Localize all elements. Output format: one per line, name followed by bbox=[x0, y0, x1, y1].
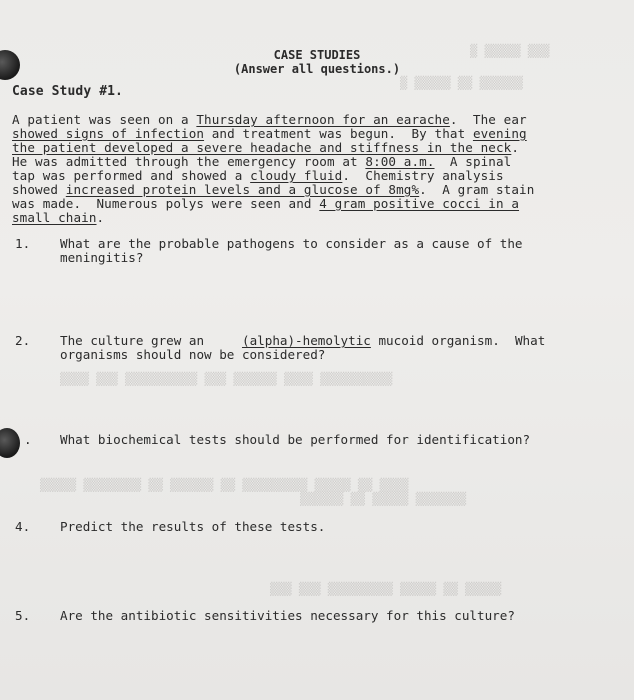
case-paragraph-line: showed signs of infection and treatment was begun. By that evening bbox=[12, 126, 527, 141]
bleed-through-text: ▒▒▒▒▒▒ ▒▒ ▒▒▒▒▒ ▒ bbox=[400, 76, 523, 90]
question-text: Are the antibiotic sensitivities necessary for this culture? bbox=[60, 608, 515, 623]
question-text: meningitis? bbox=[60, 250, 144, 265]
bleed-through-text: ▒▒▒ ▒▒▒▒▒ ▒ bbox=[470, 44, 550, 58]
question-text: The culture grew an (alpha)-hemolytic mucoid organism. What bbox=[60, 333, 546, 348]
question-text: What are the probable pathogens to consider as a cause of the bbox=[60, 236, 523, 251]
question-number: 2. bbox=[15, 333, 31, 348]
question-text: organisms should now be considered? bbox=[60, 347, 326, 362]
document-subtitle: (Answer all questions.) bbox=[233, 62, 401, 76]
bleed-through-text: ▒▒▒▒▒▒▒ ▒▒▒▒▒ ▒▒ ▒▒▒▒▒▒ bbox=[300, 492, 467, 506]
case-paragraph-line: tap was performed and showed a cloudy fluid. Chemistry analysis bbox=[12, 168, 504, 183]
question-text: Predict the results of these tests. bbox=[60, 519, 326, 534]
case-paragraph-line: He was admitted through the emergency room at 8:00 a.m. A spinal bbox=[12, 154, 512, 169]
binder-hole-icon bbox=[0, 428, 20, 458]
case-paragraph-line: the patient developed a severe headache and stiffness in the neck. bbox=[12, 140, 520, 155]
case-paragraph-line: A patient was seen on a Thursday afternoon for an earache. The ear bbox=[12, 112, 527, 127]
case-paragraph-line: was made. Numerous polys were seen and 4 gram positive cocci in a bbox=[12, 196, 520, 211]
case-paragraph-line: small chain. bbox=[12, 210, 105, 225]
question-number: 1. bbox=[15, 236, 31, 251]
bleed-through-text: ▒▒▒▒ ▒▒ ▒▒▒▒▒ ▒▒▒▒▒▒▒▒▒ ▒▒ ▒▒▒▒▒▒ ▒▒ ▒▒▒▒▒▒▒▒ ▒▒▒▒▒ bbox=[40, 478, 409, 492]
case-paragraph-line: showed increased protein levels and a glucose of 8mg%. A gram stain bbox=[12, 182, 535, 197]
document-title: CASE STUDIES bbox=[273, 48, 361, 62]
case-study-heading: Case Study #1. bbox=[12, 84, 123, 99]
question-number: 5. bbox=[15, 608, 31, 623]
question-number: . bbox=[24, 432, 32, 447]
question-text: What biochemical tests should be performed for identification? bbox=[60, 432, 531, 447]
bleed-through-text: ▒▒▒▒▒▒▒▒▒▒ ▒▒▒▒ ▒▒▒▒▒▒ ▒▒▒ ▒▒▒▒▒▒▒▒▒▒ ▒▒▒ ▒▒▒▒ bbox=[60, 372, 393, 386]
bleed-through-text: ▒▒▒▒▒ ▒▒ ▒▒▒▒▒ ▒▒▒▒▒▒▒▒▒ ▒▒▒ ▒▒▒ bbox=[270, 582, 502, 596]
question-number: 4. bbox=[15, 519, 31, 534]
